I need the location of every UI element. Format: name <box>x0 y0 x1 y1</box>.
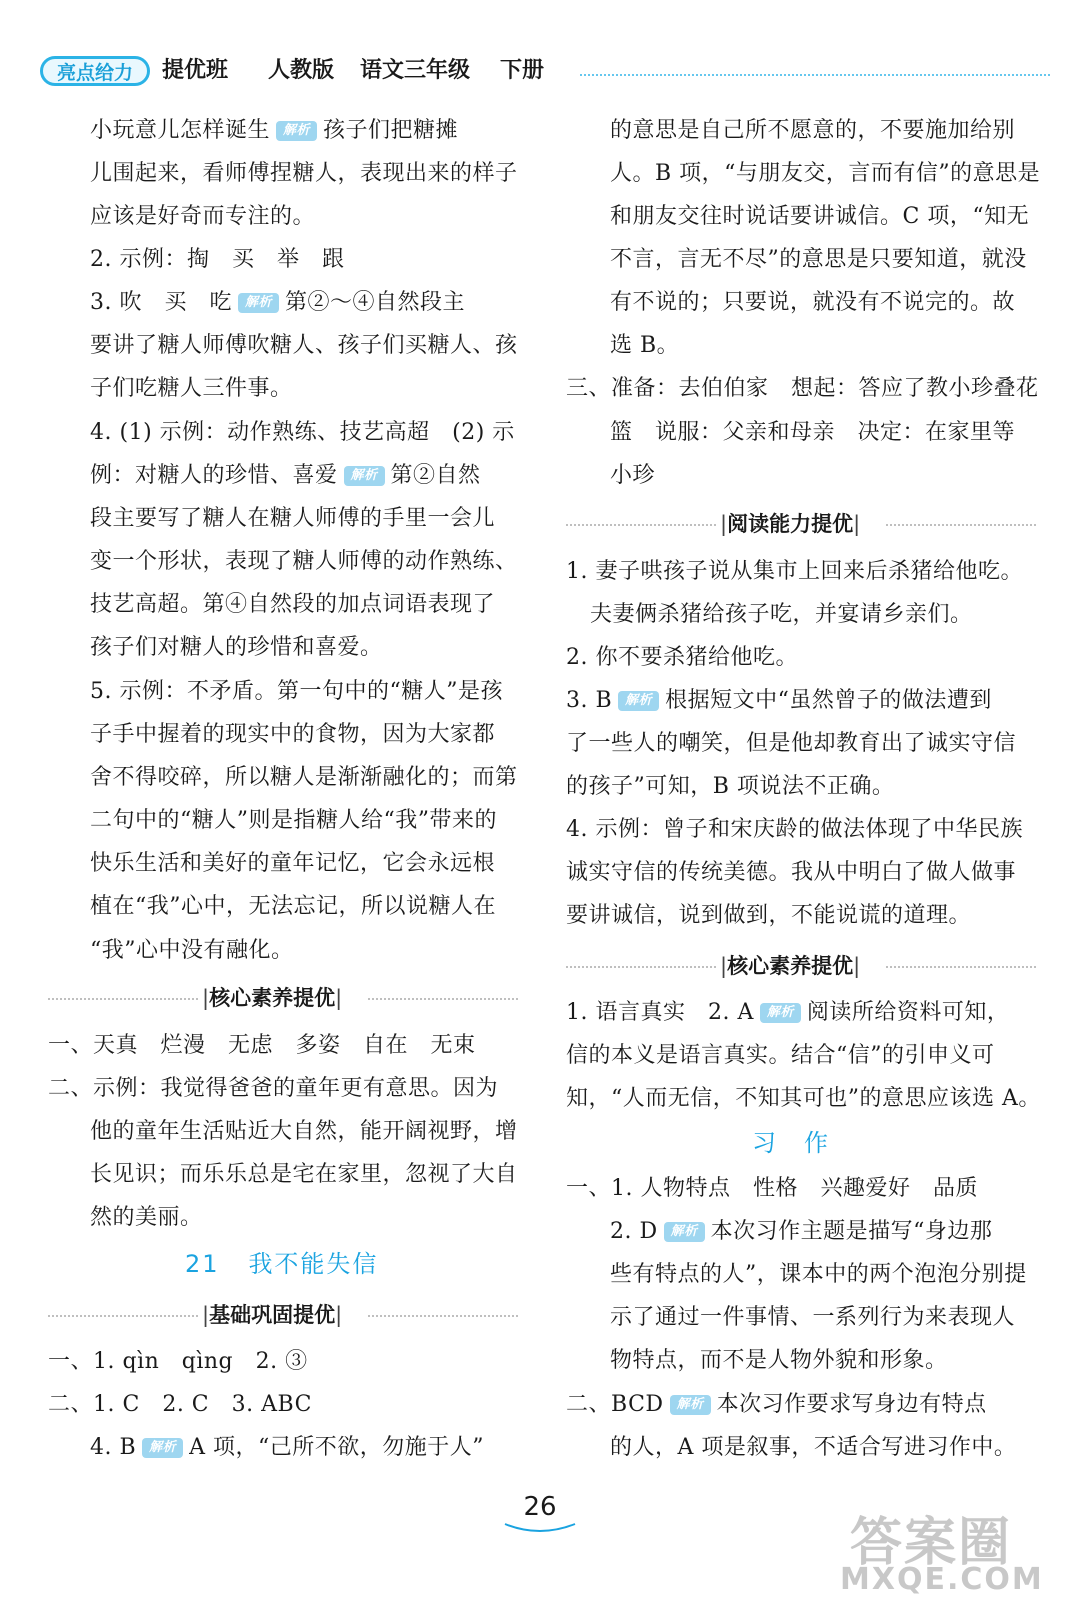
answer-line: 应该是好奇而专注的。 <box>90 204 316 229</box>
answer-line: 植在“我”心中，无法忘记，所以说糖人在 <box>90 894 496 919</box>
answer-text: 阅读所给资料可知， <box>806 1000 1010 1025</box>
answer-line <box>90 1433 484 1463</box>
answer-line: 信的本义是语言真实。结合“信”的引申义可 <box>566 1043 995 1068</box>
answer-text: 本次习作主题是描写“身边那 <box>710 1219 993 1244</box>
watermark-top: 答案圈 <box>850 1513 1013 1573</box>
answer-text: 根据短文中“虽然曾子的做法遭到 <box>665 688 992 713</box>
answer-line: 了一些人的嘲笑，但是他却教育出了诚实守信 <box>566 731 1017 756</box>
brand-logo: 亮点给力 <box>40 56 150 86</box>
answer-line: 儿围起来，看师傅捏糖人，表现出来的样子 <box>90 161 518 186</box>
answer-line: 4. 示例：曾子和宋庆龄的做法体现了中华民族 <box>566 817 1023 842</box>
answer-line: 要讲了糖人师傅吹糖人、孩子们买糖人、孩 <box>90 333 518 358</box>
subject-grade-label: 语文三年级 <box>360 58 471 83</box>
answer-text: 1. 语言真实 2. A <box>566 1000 754 1025</box>
section-heading <box>720 509 860 539</box>
series-name: 提优班 <box>162 58 229 83</box>
answer-line: 孩子们对糖人的珍惜和喜爱。 <box>90 635 383 660</box>
section-heading-text: 核心素养提优 <box>209 986 336 1010</box>
answer-text: 4. B <box>90 1435 137 1460</box>
lesson-title <box>185 1248 378 1280</box>
bracket: | <box>335 1303 343 1327</box>
answer-line: 夫妻俩杀猪给孩子吃，并宴请乡亲们。 <box>590 602 973 627</box>
answer-line: 一、天真 烂漫 无虑 多姿 自在 无束 <box>48 1033 476 1058</box>
answer-text: 孩子们把糖摊 <box>323 118 459 143</box>
section-divider <box>48 1315 198 1317</box>
answer-line: 子们吃糖人三件事。 <box>90 376 293 401</box>
answer-line: 示了通过一件事情、一系列行为来表现人 <box>610 1305 1016 1330</box>
answer-line: 子手中握着的现实中的食物，因为大家都 <box>90 722 496 747</box>
section-heading-text: 核心素养提优 <box>727 954 854 978</box>
answer-text: 2. D <box>610 1219 658 1244</box>
answer-line: 二句中的“糖人”则是指糖人给“我”带来的 <box>90 808 497 833</box>
answer-line: 要讲诚信，说到做到，不能说谎的道理。 <box>566 903 972 928</box>
answer-line: “我”心中没有融化。 <box>90 938 294 963</box>
answer-line: 的人，A 项是叙事，不适合写进习作中。 <box>610 1435 1017 1460</box>
answer-line: 1. 妻子哄孩子说从集市上回来后杀猪给他吃。 <box>566 559 1023 584</box>
answer-line: 一、1. qìn qìng 2. ③ <box>48 1349 308 1374</box>
answer-line: 技艺高超。第④自然段的加点词语表现了 <box>90 592 496 617</box>
answer-line: 的孩子”可知，B 项说法不正确。 <box>566 774 895 799</box>
section-heading <box>202 1300 342 1330</box>
answer-line: 选 B。 <box>610 333 680 358</box>
answer-line: 舍不得咬碎，所以糖人是渐渐融化的；而第 <box>90 765 518 790</box>
answer-line: 不言，言无不尽”的意思是只要知道，就没 <box>610 247 1027 272</box>
answer-line: 然的美丽。 <box>90 1205 203 1230</box>
page-number-swoosh <box>500 1520 580 1536</box>
answer-line: 知，“人而无信，不知其可也”的意思应该选 A。 <box>566 1086 1041 1111</box>
answer-line: 二、示例：我觉得爸爸的童年更有意思。因为 <box>48 1076 499 1101</box>
edition-label: 人教版 <box>268 58 335 83</box>
answer-text: 小玩意儿怎样诞生 <box>90 118 271 143</box>
answer-line <box>566 686 992 716</box>
analysis-tag: 解析 <box>142 1438 183 1458</box>
answer-line: 他的童年生活贴近大自然，能开阔视野，增 <box>90 1119 518 1144</box>
bracket: | <box>853 512 861 536</box>
page-number: 26 <box>523 1492 557 1522</box>
answer-line: 小珍 <box>610 463 656 488</box>
section-heading <box>202 983 342 1013</box>
answer-line: 三、准备：去伯伯家 想起：答应了教小珍叠花 <box>566 376 1039 401</box>
volume-label: 下册 <box>500 58 545 83</box>
analysis-tag: 解析 <box>760 1003 801 1023</box>
answer-line: 物特点，而不是人物外貌和形象。 <box>610 1348 948 1373</box>
answer-line: 快乐生活和美好的童年记忆，它会永远根 <box>90 851 496 876</box>
section-divider <box>48 998 198 1000</box>
answer-line <box>566 1390 987 1420</box>
answer-text: 二、BCD <box>566 1392 664 1417</box>
answer-line: 长见识；而乐乐总是宅在家里，忽视了大自 <box>90 1162 518 1187</box>
section-divider <box>566 524 716 526</box>
analysis-tag: 解析 <box>276 121 317 141</box>
answer-line <box>90 288 465 318</box>
watermark <box>840 1500 1070 1600</box>
bracket: | <box>720 512 728 536</box>
bracket: | <box>853 954 861 978</box>
section-title: 习 作 <box>752 1129 830 1157</box>
section-divider <box>368 1315 518 1317</box>
answer-line: 5. 示例：不矛盾。第一句中的“糖人”是孩 <box>90 679 503 704</box>
answer-line: 诚实守信的传统美德。我从中明白了做人做事 <box>566 860 1017 885</box>
page-header <box>40 52 1050 92</box>
answer-text: 第②自然 <box>390 463 481 488</box>
answer-line: 4. (1) 示例：动作熟练、技艺高超 (2) 示 <box>90 420 515 445</box>
section-divider <box>368 998 518 1000</box>
answer-text: 3. B <box>566 688 613 713</box>
answer-line: 段主要写了糖人在糖人师傅的手里一会儿 <box>90 506 496 531</box>
bracket: | <box>720 954 728 978</box>
section-divider <box>886 966 1036 968</box>
answer-line <box>90 461 481 491</box>
header-divider <box>580 74 1050 76</box>
lesson-name: 我不能失信 <box>248 1250 379 1278</box>
answer-line <box>610 1217 992 1247</box>
answer-line: 2. 你不要杀猪给他吃。 <box>566 645 798 670</box>
analysis-tag: 解析 <box>664 1222 705 1242</box>
section-heading <box>720 951 860 981</box>
answer-line: 和朋友交往时说话要讲诚信。C 项，“知无 <box>610 204 1030 229</box>
bracket: | <box>202 986 210 1010</box>
answer-line <box>566 998 1009 1028</box>
answer-text: A 项，“己所不欲，勿施于人” <box>189 1435 485 1460</box>
answer-line: 一、1. 人物特点 性格 兴趣爱好 品质 <box>566 1176 978 1201</box>
answer-line: 二、1. C 2. C 3. ABC <box>48 1392 312 1417</box>
bracket: | <box>202 1303 210 1327</box>
answer-text: 例：对糖人的珍惜、喜爱 <box>90 463 338 488</box>
lesson-number: 21 <box>185 1250 220 1278</box>
section-divider <box>886 524 1036 526</box>
answer-line: 变一个形状，表现了糖人师傅的动作熟练、 <box>90 549 518 574</box>
analysis-tag: 解析 <box>344 466 385 486</box>
answer-line <box>90 116 458 146</box>
watermark-bottom: MXQE.COM <box>840 1562 1044 1597</box>
answer-line: 2. 示例：掏 买 举 跟 <box>90 247 345 272</box>
section-heading-text: 阅读能力提优 <box>727 512 854 536</box>
answer-text: 第②～④自然段主 <box>285 290 466 315</box>
answer-line: 些有特点的人”，课本中的两个泡泡分别提 <box>610 1262 1027 1287</box>
answer-line: 有不说的；只要说，就没有不说完的。故 <box>610 290 1016 315</box>
answer-text: 3. 吹 买 吃 <box>90 290 232 315</box>
answer-line: 篮 说服：父亲和母亲 决定：在家里等 <box>610 420 1016 445</box>
bracket: | <box>335 986 343 1010</box>
answer-text: 本次习作要求写身边有特点 <box>716 1392 987 1417</box>
section-heading-text: 基础巩固提优 <box>209 1303 336 1327</box>
analysis-tag: 解析 <box>238 293 279 313</box>
answer-line: 人。B 项，“与朋友交，言而有信”的意思是 <box>610 161 1041 186</box>
analysis-tag: 解析 <box>670 1395 711 1415</box>
analysis-tag: 解析 <box>618 691 659 711</box>
answer-line: 的意思是自己所不愿意的，不要施加给别 <box>610 118 1016 143</box>
section-divider <box>566 966 716 968</box>
